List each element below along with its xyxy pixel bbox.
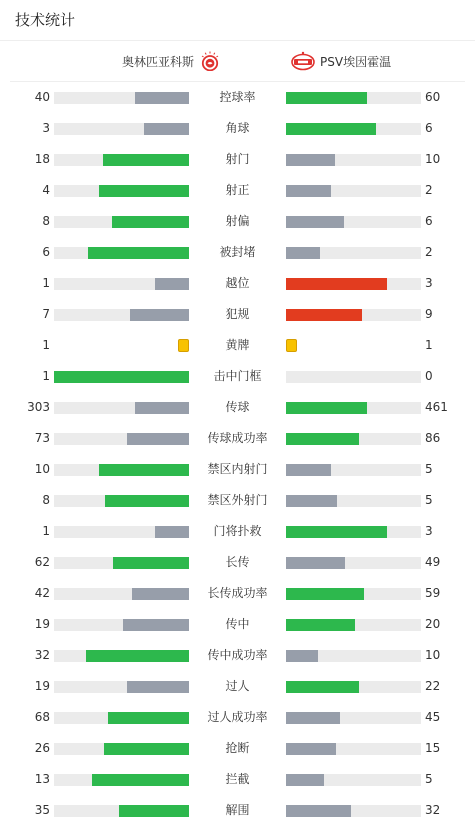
- home-value: 68: [34, 710, 50, 724]
- home-bar-fill: [127, 681, 189, 693]
- away-bar-track: [286, 216, 421, 228]
- stat-label: 传中: [225, 617, 250, 631]
- stat-label: 传球: [225, 400, 250, 414]
- away-bar-track: [286, 650, 421, 662]
- away-value: 20: [425, 617, 441, 631]
- away-value: 60: [425, 90, 441, 104]
- away-bar-fill: [286, 588, 364, 600]
- away-bar-track: [286, 619, 421, 631]
- stat-row: [0, 299, 475, 330]
- home-bar-track: [54, 92, 189, 104]
- home-bar-fill: [123, 619, 189, 631]
- home-bar-fill: [99, 464, 189, 476]
- stat-label: 抢断: [225, 741, 250, 755]
- home-value: 19: [34, 679, 50, 693]
- away-value: 6: [425, 214, 433, 228]
- home-bar-fill: [130, 309, 189, 321]
- home-bar-track: [54, 247, 189, 259]
- stat-row: [0, 361, 475, 392]
- page-title: 技术统计: [0, 0, 475, 41]
- stat-label: 被封堵: [219, 245, 256, 259]
- home-bar-fill: [105, 495, 189, 507]
- stat-row: [0, 392, 475, 423]
- home-value: 19: [34, 617, 50, 631]
- away-bar-fill: [286, 402, 367, 414]
- stat-row: [0, 578, 475, 609]
- home-value: 7: [42, 307, 50, 321]
- stat-label: 传中成功率: [207, 648, 268, 662]
- stat-row: [0, 144, 475, 175]
- home-bar-track: [54, 588, 189, 600]
- home-value: 8: [42, 214, 50, 228]
- stat-label: 越位: [225, 276, 250, 290]
- teams-header: [10, 41, 465, 82]
- home-yellow-card-icon: [178, 339, 189, 352]
- away-value: 10: [425, 648, 441, 662]
- stat-row: [0, 454, 475, 485]
- home-bar-track: [54, 278, 189, 290]
- home-bar-fill: [113, 557, 189, 569]
- home-bar-fill: [112, 216, 189, 228]
- away-bar-track: [286, 123, 421, 135]
- away-bar-fill: [286, 557, 345, 569]
- away-value: 86: [425, 431, 441, 445]
- away-bar-fill: [286, 92, 367, 104]
- home-bar-fill: [127, 433, 189, 445]
- stat-label: 黄牌: [225, 338, 250, 352]
- away-bar-track: [286, 805, 421, 817]
- stat-label: 射偏: [225, 214, 250, 228]
- home-value: 26: [34, 741, 50, 755]
- away-bar-track: [286, 92, 421, 104]
- home-bar-fill: [119, 805, 189, 817]
- away-bar-fill: [286, 278, 387, 290]
- away-bar-fill: [286, 216, 344, 228]
- stat-row: [0, 237, 475, 268]
- stat-label: 传球成功率: [207, 431, 268, 445]
- stat-row: [0, 547, 475, 578]
- away-bar-track: [286, 774, 421, 786]
- away-value: 32: [425, 803, 441, 817]
- stat-row: [0, 640, 475, 671]
- away-value: 1: [425, 338, 433, 352]
- home-value: 4: [42, 183, 50, 197]
- away-bar-fill: [286, 743, 336, 755]
- away-bar-fill: [286, 650, 318, 662]
- home-value: 303: [27, 400, 50, 414]
- stat-row: [0, 175, 475, 206]
- away-value: 5: [425, 772, 433, 786]
- away-bar-track: [286, 495, 421, 507]
- stat-row: [0, 268, 475, 299]
- stat-row: [0, 423, 475, 454]
- away-value: 45: [425, 710, 441, 724]
- home-value: 35: [34, 803, 50, 817]
- home-bar-fill: [135, 402, 189, 414]
- home-bar-track: [54, 402, 189, 414]
- home-value: 42: [34, 586, 50, 600]
- home-bar-track: [54, 371, 189, 383]
- away-bar-fill: [286, 247, 320, 259]
- away-bar-fill: [286, 619, 355, 631]
- stat-label: 犯规: [225, 307, 250, 321]
- away-value: 59: [425, 586, 441, 600]
- stat-row: [0, 206, 475, 237]
- home-value: 32: [34, 648, 50, 662]
- home-bar-track: [54, 526, 189, 538]
- away-bar-track: [286, 464, 421, 476]
- away-bar-track: [286, 185, 421, 197]
- home-bar-track: [54, 557, 189, 569]
- home-bar-track: [54, 619, 189, 631]
- home-bar-track: [54, 464, 189, 476]
- home-bar-track: [54, 805, 189, 817]
- away-bar-fill: [286, 309, 362, 321]
- away-bar-track: [286, 402, 421, 414]
- away-bar-track: [286, 712, 421, 724]
- away-bar-track: [286, 557, 421, 569]
- stat-label: 角球: [225, 121, 250, 135]
- away-bar-fill: [286, 185, 331, 197]
- away-value: 5: [425, 462, 433, 476]
- stat-label: 长传: [225, 555, 250, 569]
- away-value: 9: [425, 307, 433, 321]
- home-value: 1: [42, 524, 50, 538]
- home-value: 3: [42, 121, 50, 135]
- away-value: 49: [425, 555, 441, 569]
- away-value: 2: [425, 183, 433, 197]
- stat-label: 长传成功率: [207, 586, 268, 600]
- stat-label: 解围: [225, 803, 250, 817]
- stat-row: [0, 330, 475, 361]
- home-bar-track: [54, 712, 189, 724]
- away-bar-track: [286, 526, 421, 538]
- away-value: 5: [425, 493, 433, 507]
- home-bar-track: [54, 650, 189, 662]
- away-value: 3: [425, 524, 433, 538]
- home-value: 8: [42, 493, 50, 507]
- psv-crest-icon: [291, 51, 315, 71]
- stat-label: 过人: [225, 679, 250, 693]
- home-value: 40: [34, 90, 50, 104]
- home-bar-track: [54, 743, 189, 755]
- away-value: 2: [425, 245, 433, 259]
- home-bar-fill: [132, 588, 189, 600]
- away-team[interactable]: [291, 41, 391, 81]
- away-bar-track: [286, 371, 421, 383]
- away-bar-fill: [286, 464, 331, 476]
- away-value: 3: [425, 276, 433, 290]
- away-yellow-card-icon: [286, 339, 297, 352]
- home-bar-fill: [103, 154, 189, 166]
- home-value: 1: [42, 338, 50, 352]
- home-bar-fill: [144, 123, 189, 135]
- stat-label: 禁区内射门: [207, 462, 268, 476]
- stat-row: [0, 82, 475, 113]
- stat-row: [0, 764, 475, 795]
- home-value: 1: [42, 369, 50, 383]
- away-bar-fill: [286, 805, 351, 817]
- stat-row: [0, 671, 475, 702]
- away-bar-track: [286, 681, 421, 693]
- home-bar-fill: [155, 526, 189, 538]
- away-bar-fill: [286, 154, 335, 166]
- home-bar-track: [54, 216, 189, 228]
- home-value: 18: [34, 152, 50, 166]
- stat-row: [0, 516, 475, 547]
- olympiacos-crest-icon: [200, 51, 220, 71]
- away-bar-track: [286, 278, 421, 290]
- home-bar-track: [54, 681, 189, 693]
- away-bar-track: [286, 247, 421, 259]
- away-value: 22: [425, 679, 441, 693]
- stat-label: 过人成功率: [207, 710, 268, 724]
- home-team[interactable]: [122, 41, 220, 81]
- away-bar-fill: [286, 433, 359, 445]
- away-bar-track: [286, 309, 421, 321]
- home-bar-fill: [92, 774, 189, 786]
- stat-label: 击中门框: [213, 369, 262, 383]
- home-bar-fill: [135, 92, 189, 104]
- away-value: 6: [425, 121, 433, 135]
- away-value: 10: [425, 152, 441, 166]
- away-bar-fill: [286, 526, 387, 538]
- stat-row: [0, 733, 475, 764]
- stat-row: [0, 485, 475, 516]
- away-bar-track: [286, 154, 421, 166]
- stat-label: 禁区外射门: [207, 493, 268, 507]
- away-bar-fill: [286, 123, 376, 135]
- stat-label: 门将扑救: [213, 524, 262, 538]
- stat-row: [0, 113, 475, 144]
- away-bar-track: [286, 433, 421, 445]
- away-team-name: PSV埃因霍温: [320, 54, 392, 69]
- stat-row: [0, 795, 475, 826]
- away-value: 461: [425, 400, 448, 414]
- away-bar-fill: [286, 774, 324, 786]
- home-bar-fill: [86, 650, 189, 662]
- home-value: 6: [42, 245, 50, 259]
- stat-label: 拦截: [225, 772, 250, 786]
- home-team-name: 奥林匹亚科斯: [121, 54, 194, 69]
- away-bar-fill: [286, 495, 337, 507]
- home-value: 1: [42, 276, 50, 290]
- home-bar-track: [54, 123, 189, 135]
- home-value: 73: [34, 431, 50, 445]
- stat-label: 控球率: [219, 90, 256, 104]
- home-bar-fill: [155, 278, 189, 290]
- home-bar-track: [54, 495, 189, 507]
- away-value: 0: [425, 369, 433, 383]
- stat-label: 射正: [225, 183, 250, 197]
- away-bar-fill: [286, 681, 359, 693]
- stat-row: [0, 702, 475, 733]
- home-bar-fill: [104, 743, 189, 755]
- away-bar-track: [286, 743, 421, 755]
- home-bar-track: [54, 774, 189, 786]
- home-bar-track: [54, 433, 189, 445]
- home-value: 62: [34, 555, 50, 569]
- home-bar-track: [54, 154, 189, 166]
- home-bar-fill: [54, 371, 189, 383]
- stat-row: [0, 609, 475, 640]
- home-bar-track: [54, 309, 189, 321]
- stat-label: 射门: [225, 152, 250, 166]
- away-value: 15: [425, 741, 441, 755]
- away-bar-track: [286, 588, 421, 600]
- home-bar-fill: [88, 247, 189, 259]
- home-bar-fill: [108, 712, 189, 724]
- home-value: 10: [34, 462, 50, 476]
- stats-list: [0, 82, 475, 826]
- home-bar-track: [54, 185, 189, 197]
- home-bar-fill: [99, 185, 189, 197]
- away-bar-fill: [286, 712, 340, 724]
- home-value: 13: [34, 772, 50, 786]
